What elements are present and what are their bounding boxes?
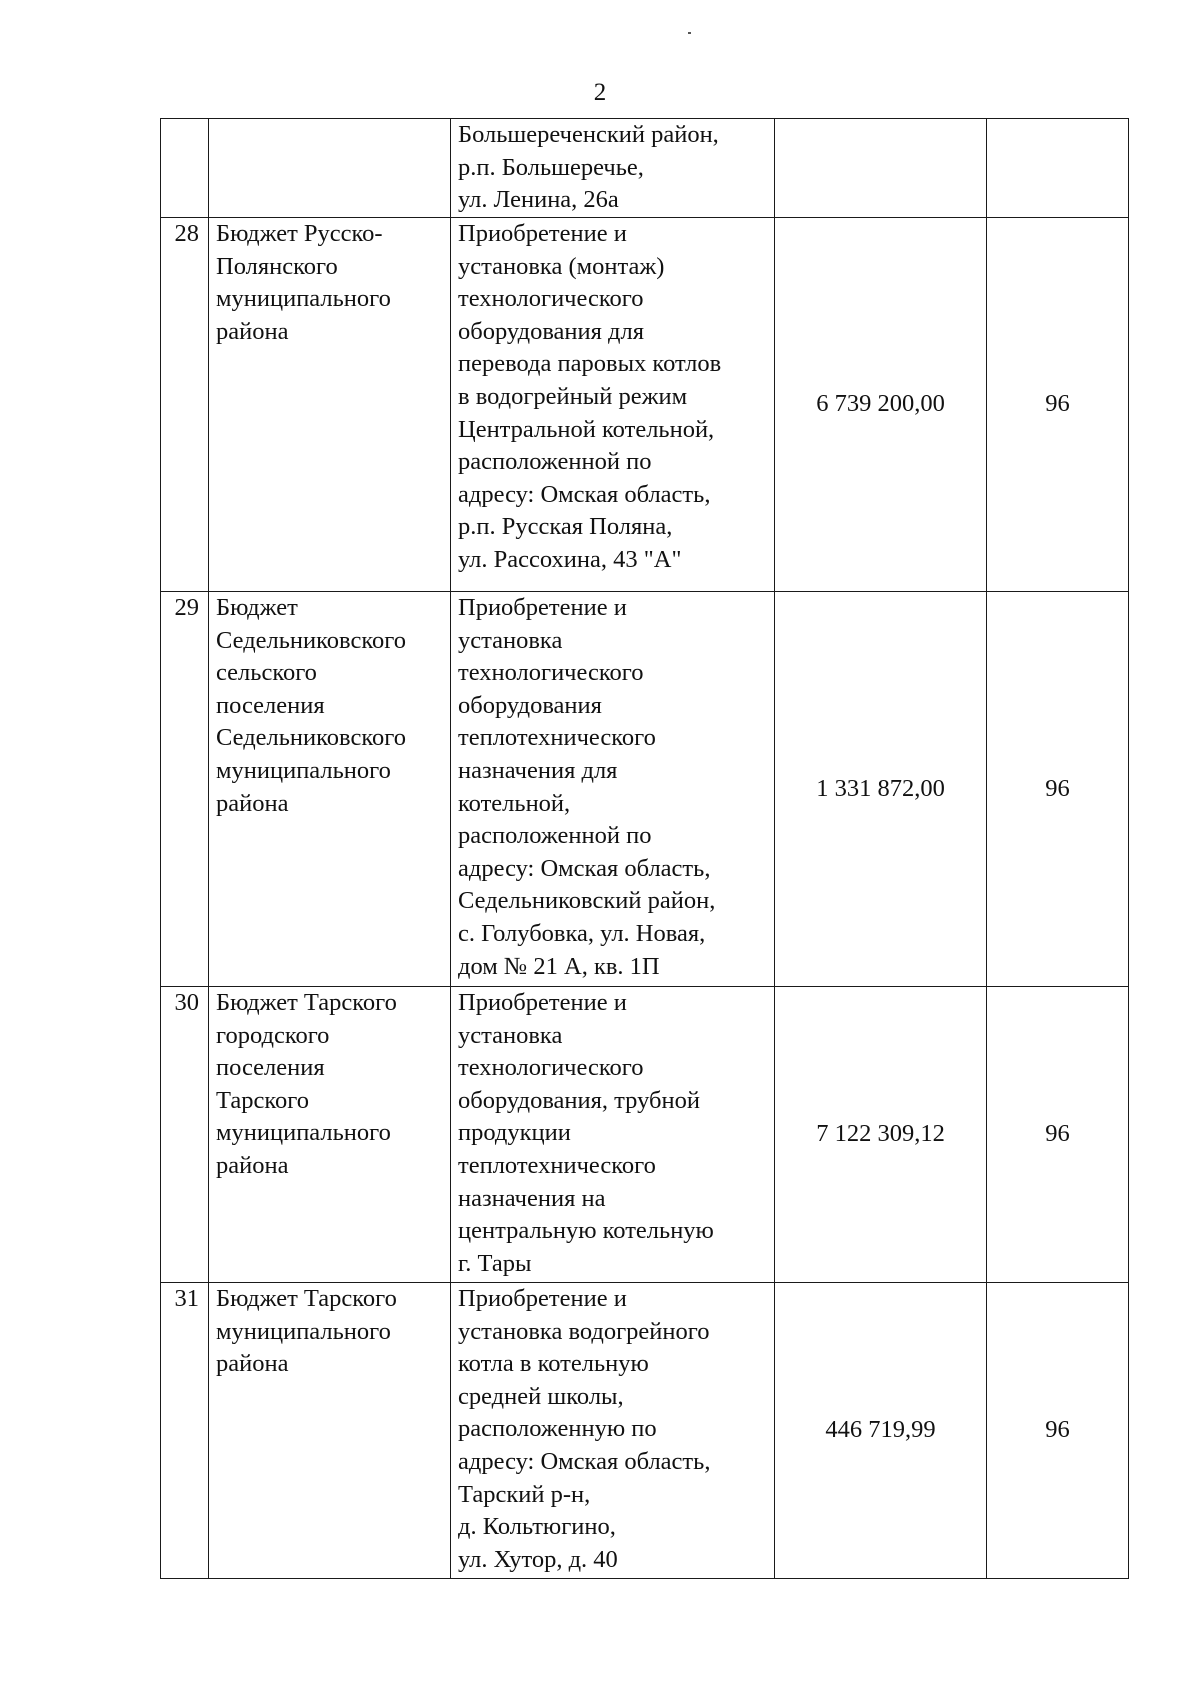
purpose-cell: Приобретение и установка технологического оборудования, трубной продукции теплотехнического назначения на центральную котельную г. Тары (451, 987, 775, 1283)
recipient-cell (209, 119, 451, 218)
amount-cell: 6 739 200,00 (775, 218, 987, 592)
purpose-cell: Приобретение и установка водогрейного котла в котельную средней школы, расположенную по адресу: Омская область, Тарский р-н, д. Кольтюгино, ул. Хутор, д. 40 (451, 1283, 775, 1579)
row-number-cell: 29 (161, 592, 209, 987)
percent-cell: 96 (987, 1283, 1129, 1579)
percent-cell: 96 (987, 987, 1129, 1283)
recipient-cell: Бюджет Русско- Полянского муниципального района (209, 218, 451, 592)
amount-cell (775, 119, 987, 218)
table-row (161, 592, 1129, 987)
table-row (161, 1283, 1129, 1579)
amount-cell: 1 331 872,00 (775, 592, 987, 987)
row-number-cell: 28 (161, 218, 209, 592)
recipient-cell: Бюджет Седельниковского сельского поселения Седельниковского муниципального района (209, 592, 451, 987)
table-row (161, 987, 1129, 1283)
percent-cell: 96 (987, 218, 1129, 592)
purpose-cell: Приобретение и установка (монтаж) технологического оборудования для перевода паровых котлов в водогрейный режим Центральной котельной, расположенной по адресу: Омская область, р.п. Русская Поляна, ул. Рассохина, 43 "А" (451, 218, 775, 592)
percent-cell: 96 (987, 592, 1129, 987)
row-number-cell: 30 (161, 987, 209, 1283)
amount-cell: 7 122 309,12 (775, 987, 987, 1283)
row-number-cell (161, 119, 209, 218)
table-row (161, 218, 1129, 592)
page-number: 2 (593, 79, 607, 106)
subsidy-table (160, 118, 1129, 1579)
purpose-cell: Большереченский район, р.п. Большеречье, ул. Ленина, 26а (451, 119, 775, 218)
purpose-cell: Приобретение и установка технологического оборудования теплотехнического назначения для котельной, расположенной по адресу: Омская область, Седельниковский район, с. Голубовка, ул. Новая, дом № 21 А, кв. 1П (451, 592, 775, 987)
amount-cell: 446 719,99 (775, 1283, 987, 1579)
percent-cell (987, 119, 1129, 218)
scan-speck (688, 32, 691, 34)
row-number-cell: 31 (161, 1283, 209, 1579)
table-row (161, 119, 1129, 218)
recipient-cell: Бюджет Тарского муниципального района (209, 1283, 451, 1579)
recipient-cell: Бюджет Тарского городского поселения Тарского муниципального района (209, 987, 451, 1283)
